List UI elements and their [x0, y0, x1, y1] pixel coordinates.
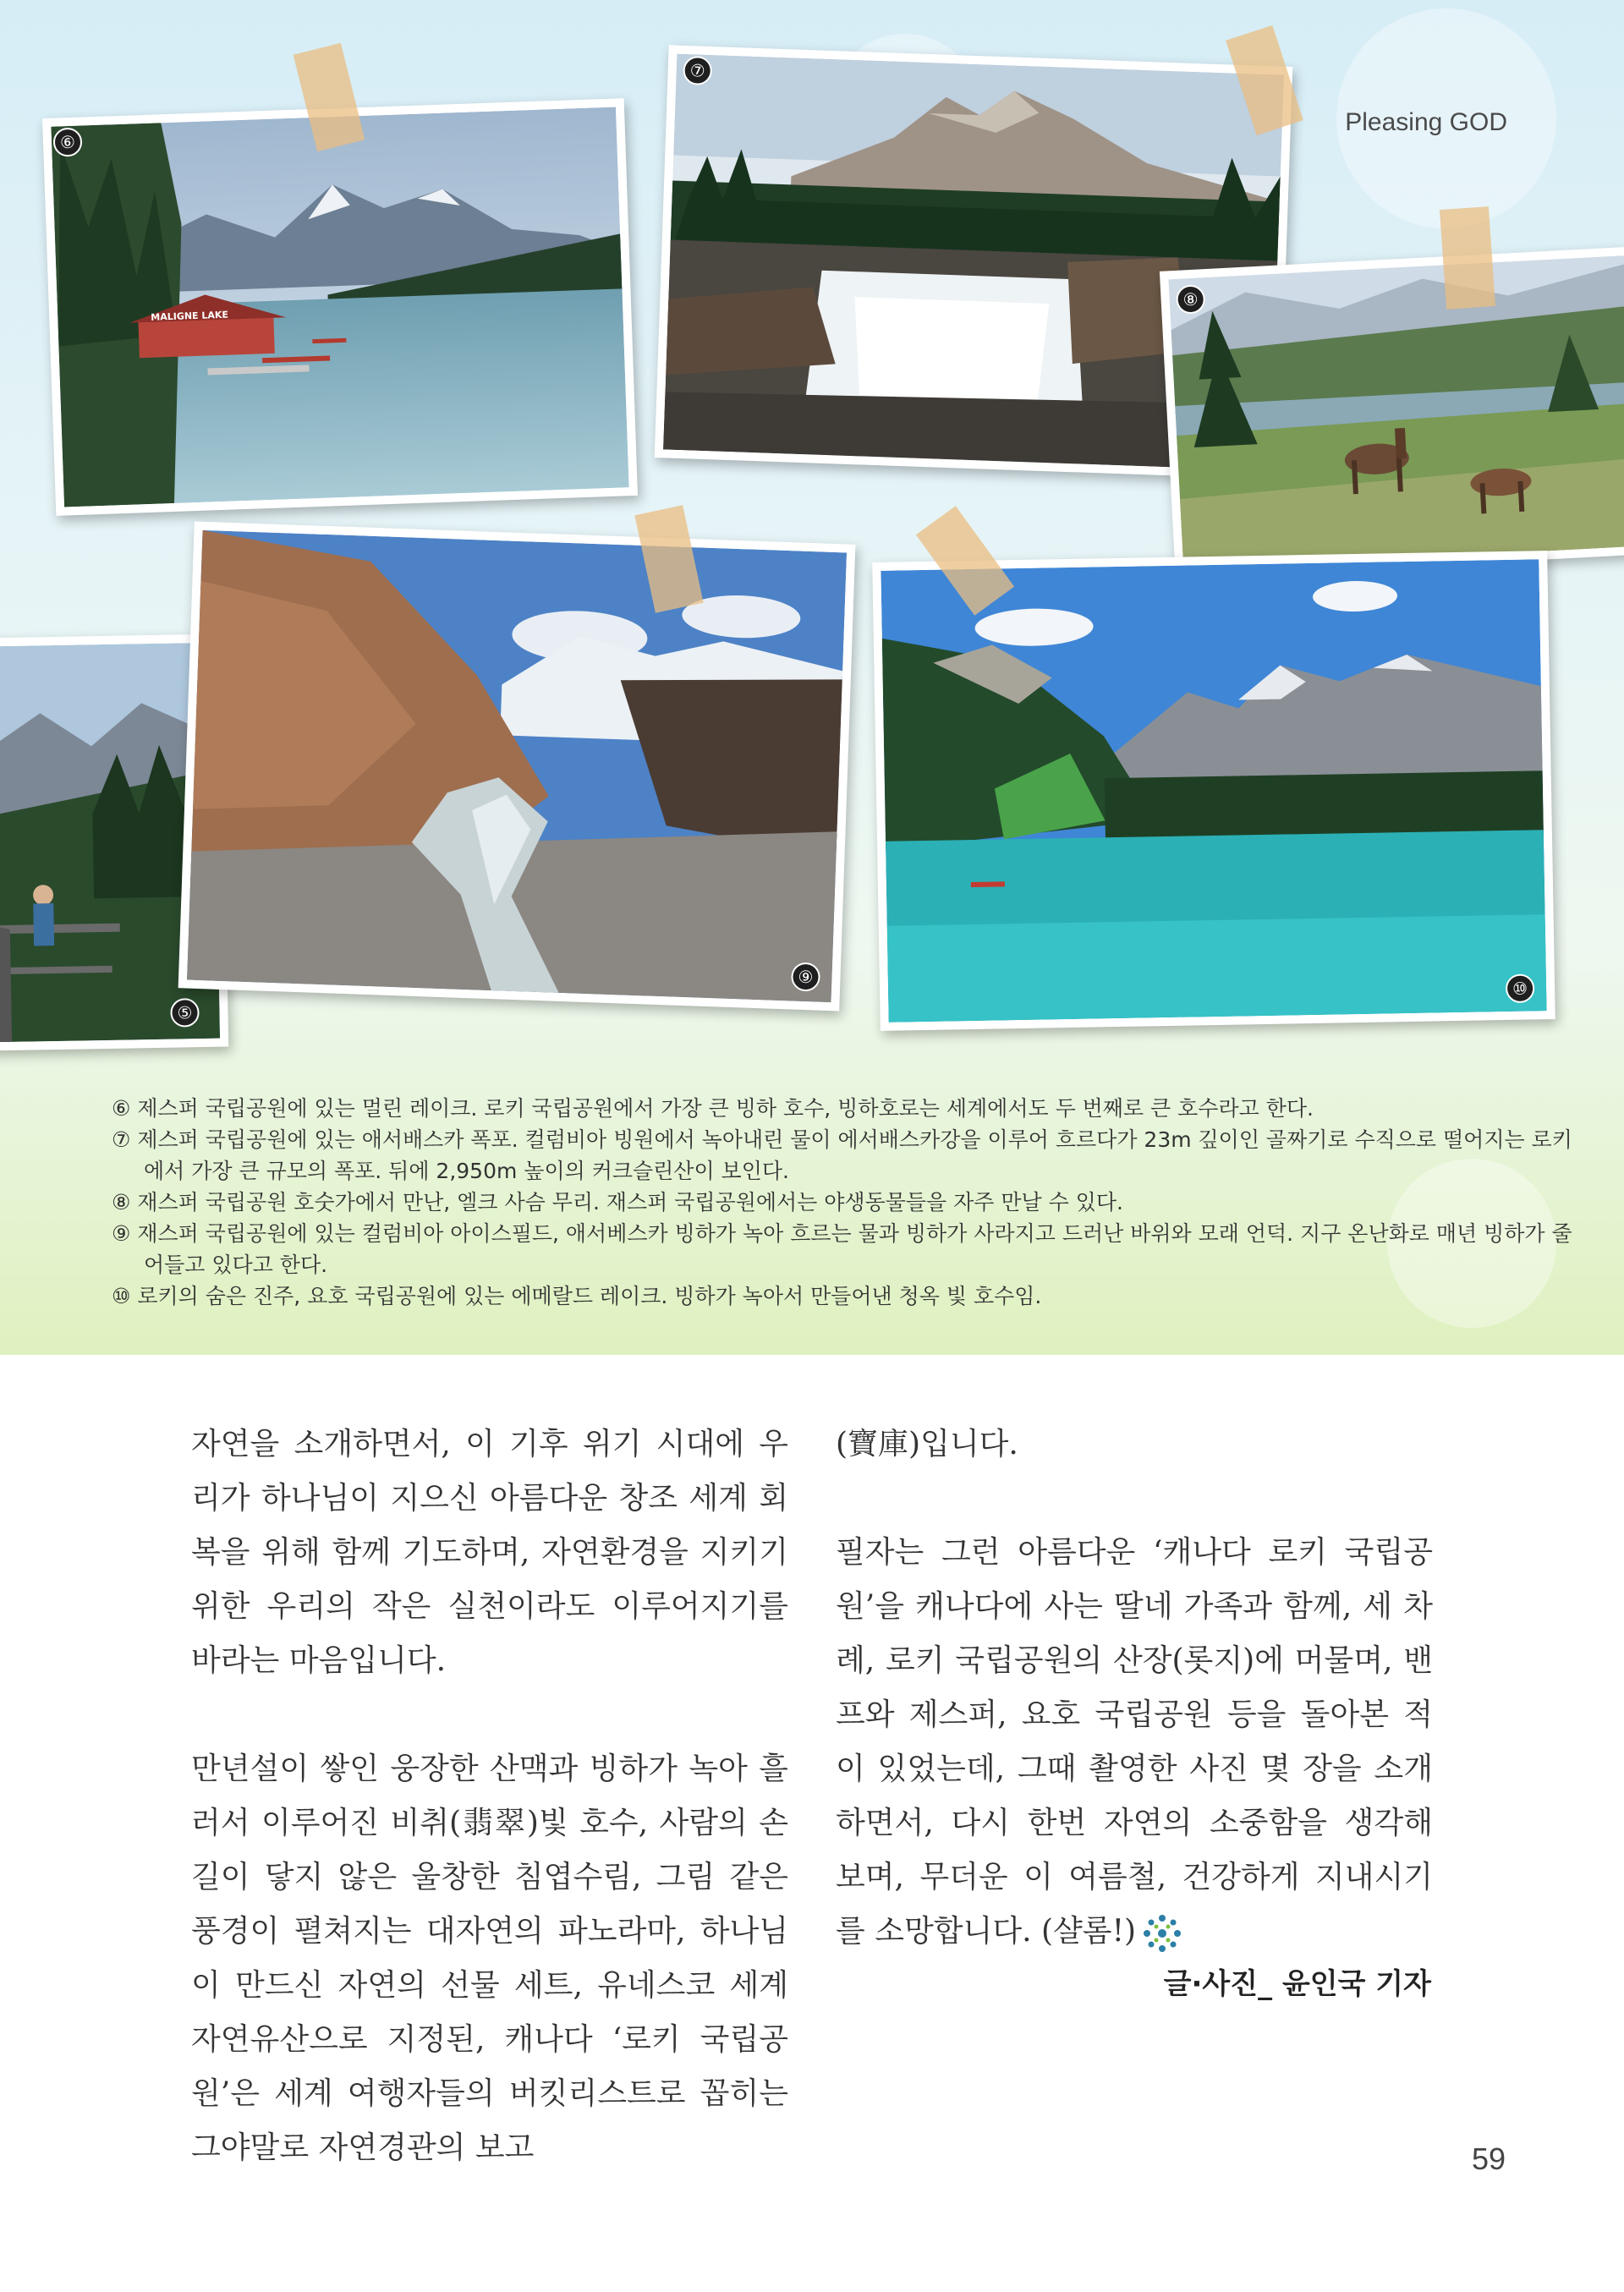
photo-number-badge: ⑦	[683, 56, 712, 85]
author-byline: 글·사진_ 윤인국 기자	[1163, 1967, 1431, 2001]
photo-number-badge: ⑨	[791, 962, 820, 991]
body-paragraph: 자연을 소개하면서, 이 기후 위기 시대에 우리가 하나님이 지으신 아름다운 창조 세계 회복을 위해 함께 기도하며, 자연환경을 지키기 위한 우리의 작은 실천이라도 이루어지기를 바라는 마음입니다.	[191, 1427, 788, 1678]
body-paragraph-text: 필자는 그런 아름다운 ‘캐나다 로키 국립공원’을 캐나다에 사는 딸네 가족과 함께, 세 차례, 로키 국립공원의 산장(롯지)에 머물며, 밴프와 제스퍼, 요호 국립공원 등을 돌아본 적이 있었는데, 그때 촬영한 사진 몇 장을 소개하면서, 다시 한번 자연의 소중함을 생각해 보며, 무더운 이 여름철, 건강하게 지내시기를 소망합니다. (샬롬!)	[836, 1535, 1433, 1949]
caption-6: ⑥ 제스퍼 국립공원에 있는 멀린 레이크. 로키 국립공원에서 가장 큰 빙하 호수, 빙하호로는 세계에서도 두 번째로 큰 호수라고 한다.	[112, 1096, 1314, 1121]
photo-captions	[112, 1093, 1583, 1312]
tape-strip	[1440, 206, 1495, 310]
flower-ornament-icon	[1136, 1911, 1188, 1955]
magazine-section-title: Pleasing GOD	[1345, 108, 1507, 136]
caption-10: ⑩ 로키의 숨은 진주, 요호 국립공원에 있는 에메랄드 레이크. 빙하가 녹아서 만들어낸 청옥 빛 호수임.	[112, 1284, 1042, 1308]
article-right-column	[836, 1417, 1433, 2013]
article-left-column	[191, 1417, 788, 2229]
photo-athabasca-glacier	[178, 522, 856, 1012]
photo-elk-herd	[1160, 247, 1624, 579]
page-number: 59	[1471, 2141, 1506, 2176]
photo-emerald-lake	[872, 551, 1555, 1031]
photo-number-badge: ⑤	[170, 998, 200, 1028]
caption-7: ⑦ 제스퍼 국립공원에 있는 애서배스카 폭포. 컬럼비아 빙원에서 녹아내린 물이 에서배스카강을 이루어 흐르다가 23m 깊이인 골짜기로 수직으로 떨어지는 로키에서 가장 큰 규모의 폭포. 뒤에 2,950m 높이의 커크슬린산이 보인다.	[112, 1127, 1572, 1183]
photo-number-badge: ⑩	[1506, 973, 1535, 1003]
caption-9: ⑨ 재스퍼 국립공원에 있는 컬럼비아 아이스필드, 애서베스카 빙하가 녹아 흐르는 물과 빙하가 사라지고 드러난 바위와 모래 언덕. 지구 온난화로 매년 빙하가 줄어들고 있다고 한다.	[112, 1221, 1572, 1277]
body-paragraph-closing	[836, 1526, 1433, 1959]
photo-number-badge: ⑥	[52, 128, 82, 157]
body-paragraph: 만년설이 쌓인 웅장한 산맥과 빙하가 녹아 흘러서 이루어진 비취(翡翠)빛 호수, 사람의 손길이 닿지 않은 울창한 침엽수림, 그림 같은 풍경이 펼쳐지는 대자연의 파노라마, 하나님이 만드신 자연의 선물 세트, 유네스코 세계자연유산으로 지정된, 캐나다 ‘로키 국립공원’은 세계 여행자들의 버킷리스트로 꼽히는 그야말로 자연경관의 보고	[191, 1752, 788, 2165]
caption-8: ⑧ 재스퍼 국립공원 호숫가에서 만난, 엘크 사슴 무리. 재스퍼 국립공원에서는 야생동물들을 자주 만날 수 있다.	[112, 1190, 1123, 1215]
photo-maligne-lake	[42, 98, 638, 516]
body-paragraph: (寶庫)입니다.	[836, 1427, 1018, 1461]
photo-number-badge: ⑧	[1176, 284, 1206, 315]
boathouse-sign: MALIGNE LAKE	[151, 309, 229, 323]
